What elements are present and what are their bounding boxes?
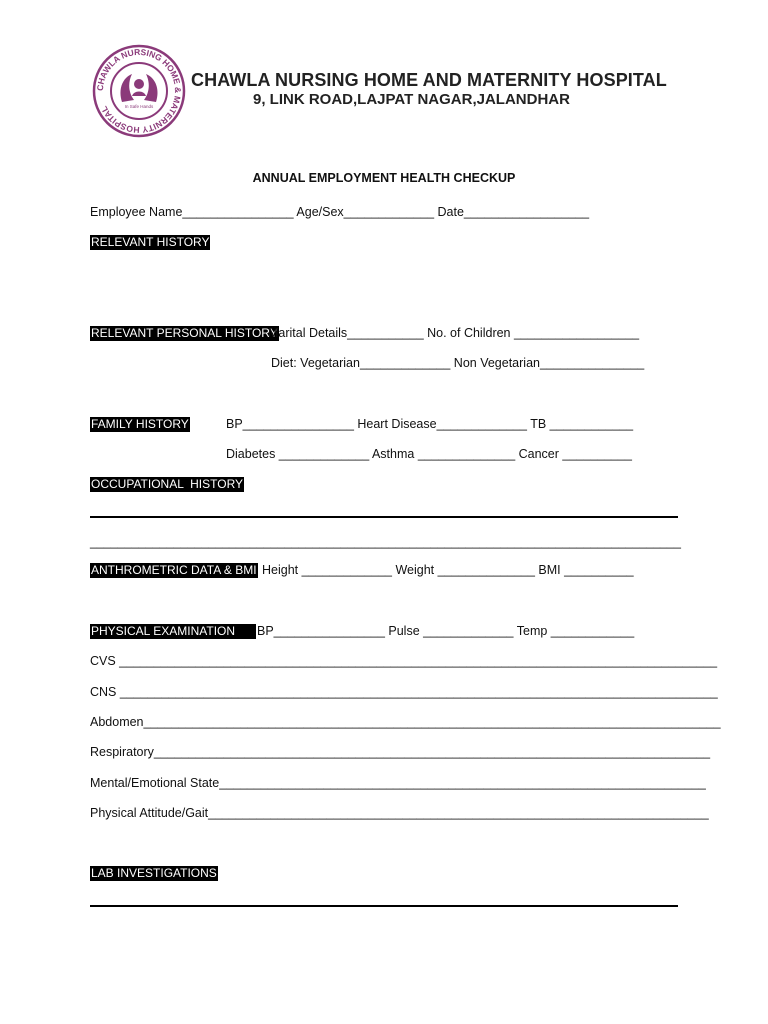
employee-info-line: Employee Name________________ Age/Sex_____________ Date__________________ (90, 205, 590, 219)
anthropometric-heading: ANTHROMETRIC DATA & BMI (91, 563, 257, 577)
physical-examination-heading: PHYSICAL EXAMINATION (91, 624, 256, 638)
family-history-line-2: Diabetes _____________ Asthma ______________ Cancer __________ (226, 447, 632, 461)
cns-line: CNS ______________________________________________________________________________________ (90, 685, 718, 699)
form-title: ANNUAL EMPLOYMENT HEALTH CHECKUP (252, 171, 516, 185)
occupational-line: _____________________________________________________________________________________ (90, 535, 681, 549)
personal-history-heading: RELEVANT PERSONAL HISTORY (91, 326, 278, 340)
svg-text:In Safe Hands: In Safe Hands (124, 104, 154, 109)
lab-investigations-heading: LAB INVESTIGATIONS (91, 866, 217, 880)
occupational-history-heading: OCCUPATIONAL HISTORY (91, 477, 244, 491)
svg-text:CHAWLA NURSING HOME & MATERNIT: CHAWLA NURSING HOME & MATERNITY HOSPITAL (94, 46, 184, 136)
hospital-name: CHAWLA NURSING HOME AND MATERNITY HOSPITAL (191, 70, 667, 90)
anthropometric-line: Height _____________ Weight ______________ BMI __________ (262, 563, 634, 577)
physical-attitude-line: Physical Attitude/Gait________________________________________________________________________ (90, 806, 709, 820)
lab-investigations-rule (90, 905, 678, 907)
vitals-line: BP________________ Pulse _____________ Temp ____________ (257, 624, 635, 638)
occupational-rule (90, 516, 678, 518)
relevant-history-heading: RELEVANT HISTORY (91, 235, 210, 249)
family-history-heading: FAMILY HISTORY (91, 417, 189, 431)
abdomen-line: Abdomen___________________________________________________________________________________ (90, 715, 721, 729)
hospital-logo (92, 44, 186, 138)
family-history-line-1: BP________________ Heart Disease_____________ TB ____________ (226, 417, 634, 431)
personal-history-line-1: Marital Details___________ No. of Children __________________ (268, 326, 640, 340)
personal-history-line-2: Diet: Vegetarian_____________ Non Vegetarian_______________ (271, 356, 645, 370)
cvs-line: CVS ______________________________________________________________________________________ (90, 654, 718, 668)
hospital-address: 9, LINK ROAD,LAJPAT NAGAR,JALANDHAR (253, 91, 570, 108)
mental-state-line: Mental/Emotional State______________________________________________________________________ (90, 776, 706, 790)
respiratory-line: Respiratory________________________________________________________________________________ (90, 745, 711, 759)
